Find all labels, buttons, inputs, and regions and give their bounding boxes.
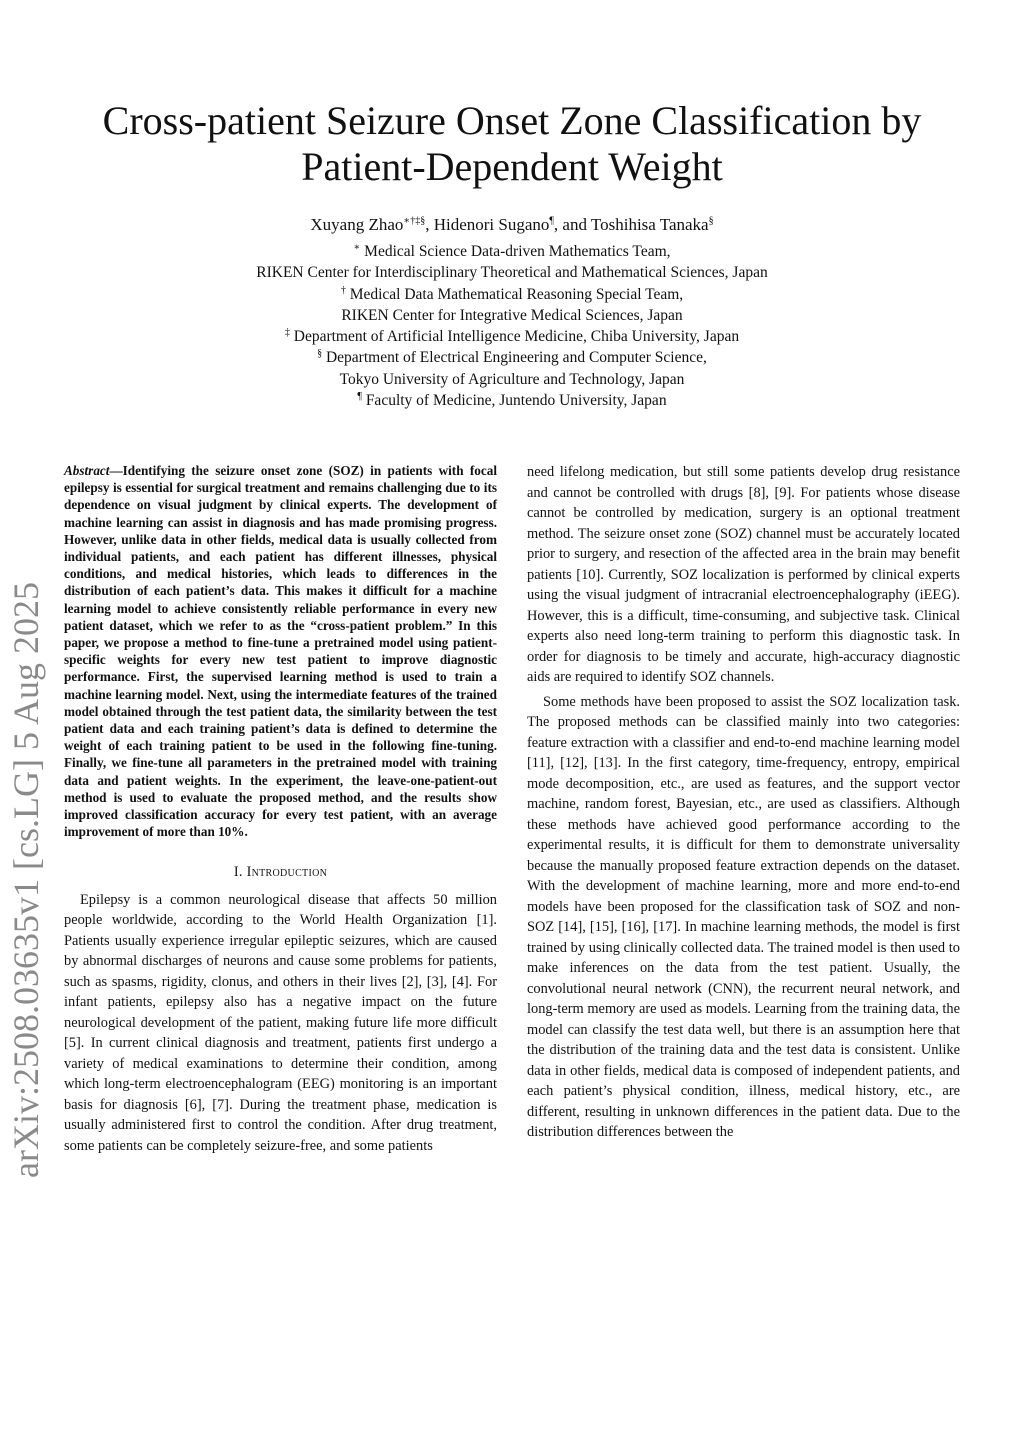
affiliation-line	[60, 347, 964, 368]
affiliation-text: Department of Electrical Engineering and Computer Science,	[322, 349, 707, 367]
author-name: , and Toshihisa Tanaka	[553, 215, 709, 234]
affiliation-mark: ¶	[357, 390, 362, 402]
paper-title	[40, 98, 984, 190]
affiliation-line	[60, 369, 964, 390]
affiliation-mark: ∗	[353, 241, 361, 253]
author-list	[60, 214, 964, 236]
author-name: Xuyang Zhao	[310, 215, 404, 234]
body-paragraph: need lifelong medication, but still some patients develop drug resistance and cannot be controlled with drugs [8], [9]. For patients whose disease cannot be controlled by medication, surgery is an optional treatment method. The seizure onset zone (SOZ) channel must be accurately located prior to surgery, and resection of the affected area in the brain may benefit patients [10]. Currently, SOZ localization is performed by clinical experts using the visual judgment of intracranial electroencephalography (iEEG). However, this is a difficult, time-consuming, and subjective task. Clinical experts also need long-term training to perform this diagnostic task. In order for diagnosis to be timely and accurate, high-accuracy diagnostic aids are required to identify SOZ channels.	[527, 464, 960, 685]
abstract-label: Abstract	[64, 463, 110, 478]
affiliation-marks: ¶	[549, 215, 554, 227]
affiliation-line	[60, 262, 964, 283]
affiliation-text: RIKEN Center for Integrative Medical Sciences, Japan	[341, 306, 683, 324]
affiliation-mark: §	[317, 348, 323, 360]
section-heading	[64, 862, 497, 883]
body-paragraph: Some methods have been proposed to assist the SOZ localization task. The proposed methods can be classified mainly into two categories: feature extraction with a classifier and end-to-end machine learning model [11], [12], [13]. In the first category, time-frequency, entropy, empirical mode decomposition, etc., are used as features, and the support vector machine, random forest, Bayesian, etc., are used as classifiers. Although these methods have achieved good performance according to the experimental results, it is difficult for them to demonstrate universality because the manually proposed feature extraction depends on the dataset. With the development of machine learning, more and more end-to-end models have been proposed for the classification task of SOZ and non-SOZ [14], [15], [16], [17]. In machine learning methods, the model is first trained by using clinically collected data. The trained model is then used to make inferences on the data from the test patient. Usually, the convolutional neural network (CNN), the recurrent neural network, and long-term memory are used as models. Learning from the training data, the model can classify the test data well, but there is an assumption here that the distribution of the training data and the test data is consistent. Unlike data in other fields, medical data is composed of independent patients, and each patient’s physical condition, illness, medical history, etc., are different, resulting in unknown differences in the patient data. Due to the distribution differences between the	[527, 693, 960, 1140]
arxiv-identifier: arXiv:2508.03635v1 [cs.LG] 5 Aug 2025	[6, 582, 46, 1178]
section-number: I.	[233, 864, 247, 881]
body-paragraph: Epilepsy is a common neurological disease that affects 50 million people worldwide, according to the World Health Organization [1]. Patients usually experience irregular epileptic seizures, which are caused by abnormal discharges of neurons and cause some problems for patients, such as spasms, rigidity, clonus, and others in their lives [2], [3], [4]. For infant patients, epilepsy also has a negative impact on the future neurological development of the patient, making future life more difficult [5]. In current clinical diagnosis and treatment, patients first undergo a variety of medical examinations to determine their condition, among which long-term electroencephalogram (EEG) monitoring is an important basis for diagnosis [6], [7]. During the treatment phase, medication is usually administered first to control the condition. After drug treatment, some patients can be completely seizure-free, and some patients	[64, 891, 497, 1154]
affiliation-marks: ∗†‡§	[403, 215, 426, 227]
affiliation-text: Tokyo University of Agriculture and Technology, Japan	[339, 370, 685, 388]
affiliation-text: Department of Artificial Intelligence Medicine, Chiba University, Japan	[289, 328, 740, 346]
affiliation-text: RIKEN Center for Interdisciplinary Theoretical and Mathematical Sciences, Japan	[256, 264, 768, 282]
affiliations	[60, 241, 964, 411]
affiliation-line	[60, 241, 964, 262]
affiliation-text: Medical Data Mathematical Reasoning Special Team,	[345, 285, 684, 303]
affiliation-marks: §	[708, 215, 714, 227]
abstract-text: —Identifying the seizure onset zone (SOZ) in patients with focal epilepsy is essential for surgical treatment and remains challenging due to its dependence on visual judgment by clinical experts. The development of machine learning can assist in diagnosis and has made promising progress. However, unlike data in other fields, medical data is usually collected from individual patients, and each patient has different illnesses, physical conditions, and medical histories, which leads to differences in the distribution of each patient’s data. This makes it difficult for a machine learning model to achieve consistently reliable performance in every new patient dataset, which we refer to as the “cross-patient problem.” In this paper, we propose a method to fine-tune a pretrained model using patient-specific weights for every new test patient to improve diagnostic performance. First, the supervised learning method is used to train a machine learning model. Next, using the intermediate features of the trained model obtained through the test patient data, the similarity between the test patient data and each training patient’s data is defined to determine the weight of each training patient to be used in the following fine-tuning. Finally, we fine-tune all parameters in the pretrained model with training data and patient weights. In the experiment, the leave-one-patient-out method is used to evaluate the proposed method, and the results show improved classification accuracy for every test patient, with an average improvement of more than 10%.	[64, 463, 497, 840]
paper-title-line-1: Cross-patient Seizure Onset Zone Classification by	[102, 98, 922, 143]
abstract	[64, 462, 497, 840]
affiliation-line	[60, 305, 964, 326]
section-title: Introduction	[246, 864, 328, 881]
affiliation-line	[60, 390, 964, 411]
right-column	[527, 462, 960, 1143]
affiliation-mark: ‡	[284, 327, 290, 339]
affiliation-text: Medical Science Data-driven Mathematics Team,	[360, 243, 671, 260]
affiliation-line	[60, 284, 964, 305]
affiliation-text: Faculty of Medicine, Juntendo University, Japan	[361, 392, 667, 410]
left-column	[64, 462, 497, 1156]
paper-title-line-2: Patient-Dependent Weight	[301, 144, 723, 189]
affiliation-mark: †	[340, 284, 346, 296]
author-name: , Hidenori Sugano	[425, 215, 550, 234]
affiliation-line	[60, 326, 964, 347]
